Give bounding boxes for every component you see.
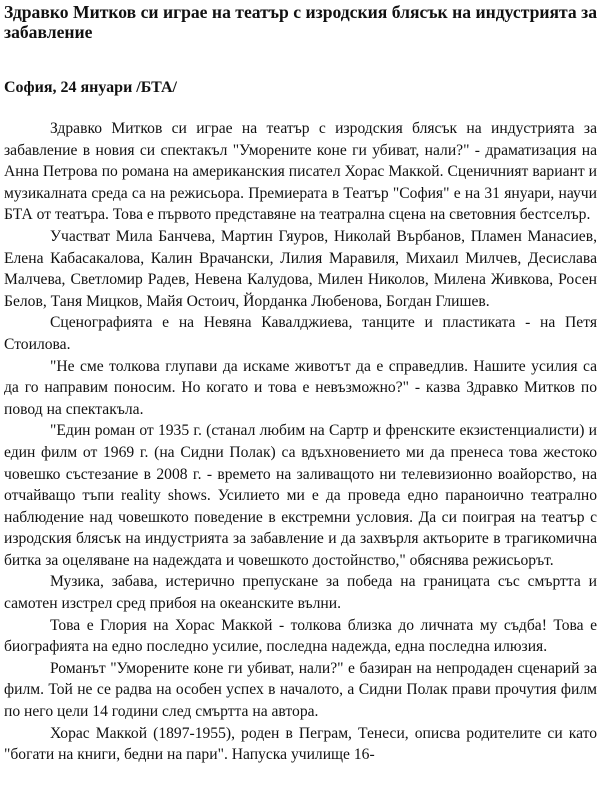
document-page xyxy=(0,2,600,766)
paragraph-cast: Участват Мила Банчева, Мартин Гяуров, Николай Върбанов, Пламен Манасиев, Елена Кабасакалова, Калин Врачански, Лилия Маравиля, Михаил Милчев, Десислава Малчева, Светломир Радев, Невена Калудова, Милен Николов, Милена Живкова, Росен Белов, Таня Мицков, Майя Остоич, Йорданка Любенова, Богдан Глишев. xyxy=(4,227,597,310)
article-dateline: София, 24 януари /БТА/ xyxy=(4,79,177,96)
paragraph-music: Музика, забава, истерично препускане за победа на границата със смъртта и самотен изстрел сред прибоя на океанските вълни. xyxy=(4,573,597,613)
paragraph-scenography: Сценографията е на Невяна Кавалджиева, танците и пластиката - на Петя Стоилова. xyxy=(4,314,597,353)
article-body xyxy=(4,118,597,766)
paragraph-intro: Здравко Митков си играе на театър с изродския блясък на индустрията за забавление в новия си спектакъл "Уморените коне ги убиват, нали?" - драматизация на Анна Петрова по романа на американския писател Хорас Маккой. Сценичният вариант и музикалната среда са на режисьора. Премиерата в Театър "София" е на 31 януари, научи БТА от театъра. Това е първото представяне на театрална сцена на световния бестселър. xyxy=(4,120,597,224)
paragraph-novel: Романът "Уморените коне ги убиват, нали?" е базиран на непродаден сценарий за филм. Той не се радва на особен успех в началото, а Сидни Полак прави прочутия филм по него цели 14 години след смъртта на автора. xyxy=(4,659,597,721)
paragraph-gloria: Това е Глория на Хорас Маккой - толкова близка до личната му съдба! Това е биографията на едно последно усилие, последна надежда, една последна илюзия. xyxy=(4,616,597,656)
paragraph-quote-2: "Един роман от 1935 г. (станал любим на Сартр и френските екзистенциалисти) и един филм от 1969 г. (на Сидни Полак) са вдъхновението ми да пренеса това жестоко човешко състезание в 2008 г. - времето на заливащото ни телевизионно воайорство, на отчайващо тъпи reality shows. Усилието ми е да проведа едно параноично театрално наблюдение над човешкото поведение в екстремни условия. Да си поиграя на театър с изродския блясък на индустрията за забавление и да захвърля актьорите в трагикомична битка за оцеляване на надеждата и човешкото достойнство," обяснява режисьорът. xyxy=(4,422,597,569)
article-title: Здравко Митков си играе на театър с изродския блясък на индустрията за забавление xyxy=(4,2,597,42)
paragraph-author-bio: Хорас Маккой (1897-1955), роден в Пеграм, Тенеси, описва родителите си като "богати на книги, бедни на пари". Напуска училище 16- xyxy=(4,724,597,764)
paragraph-quote-1: "Не сме толкова глупави да искаме животът да е справедлив. Нашите усилия са да го направим поносим. Но когато и това е невъзможно?" - казва Здравко Митков по повод на спектакъла. xyxy=(4,357,597,418)
